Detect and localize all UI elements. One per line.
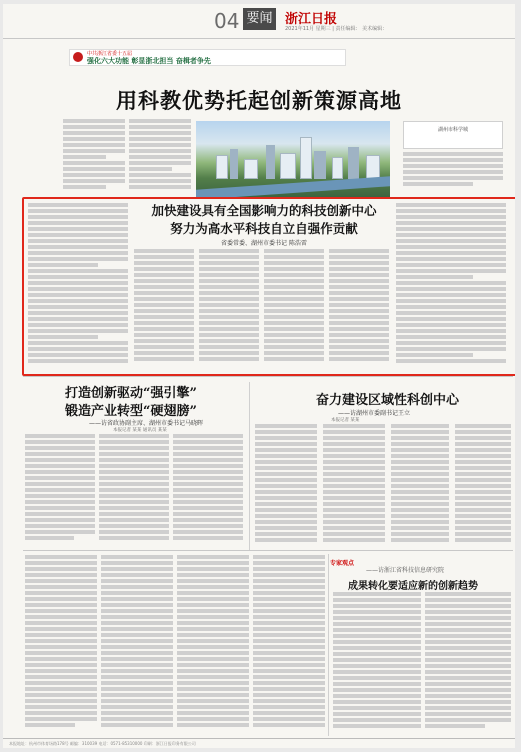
banner-line2: 强化六大功能 彰显浙北担当 奋楫者争先 (87, 57, 211, 65)
feature-byline: 省委常委、湖州市委书记 陈浩雷 (221, 240, 307, 247)
left-article-title1: 打造创新驱动“强引擎” (65, 386, 197, 401)
intro-column-1 (63, 119, 125, 191)
right-article-col1 (255, 424, 317, 546)
intro-column-2 (129, 119, 191, 191)
expert-flag: 专家观点 (330, 560, 355, 567)
feature-body-col4 (264, 249, 324, 367)
left-article-col2 (99, 434, 169, 546)
photo-tag: 湖州市科学城 (403, 121, 503, 149)
campaign-banner (69, 49, 346, 66)
right-article-col3 (391, 424, 449, 546)
party-emblem-icon (73, 52, 83, 62)
expert-col2 (425, 592, 511, 735)
left-article-col3 (173, 434, 243, 546)
left-article-credit: 本报记者 某某 通讯员 某某 (113, 428, 167, 433)
feature-title: 加快建设具有全国影响力的科技创新中心 (151, 203, 377, 218)
right-article-col4 (455, 424, 511, 546)
bottom-col1 (25, 555, 97, 735)
section-label: 要闻 (243, 8, 276, 30)
right-article-byline: ——访湖州市委副书记王立 (338, 410, 411, 417)
right-article-title: 奋力建设区域性科创中心 (316, 393, 460, 408)
page-header (3, 4, 515, 39)
city-photo (196, 121, 390, 197)
left-article-byline: ——访省政协副主席、湖州市委书记马晓晖 (89, 420, 204, 427)
intro-column-3 (403, 152, 503, 194)
feature-subtitle: 努力为高水平科技自立自强作贡献 (170, 221, 358, 236)
paper-name: 浙江日报 (285, 12, 338, 27)
right-article-col2 (323, 424, 385, 546)
bottom-col2 (101, 555, 173, 735)
right-article-credit: 本报记者 某某 (331, 418, 360, 423)
banner-line1: 中共浙江省委十五届 (87, 51, 133, 57)
bottom-col3 (177, 555, 249, 735)
expert-opinion-header (330, 558, 513, 592)
left-article-col1 (25, 434, 95, 546)
expert-kicker: ——访浙江省科技信息研究院 (366, 567, 445, 574)
expert-title: 成果转化要适应新的创新趋势 (348, 581, 478, 592)
page-footer (3, 738, 515, 748)
feature-body-right (396, 203, 506, 368)
main-headline: 用科教优势托起创新策源高地 (116, 89, 402, 113)
expert-col1 (333, 592, 421, 735)
left-article-title2: 锻造产业转型“硬翅膀” (65, 404, 197, 419)
newspaper-page (3, 4, 515, 748)
header-meta: 2021年11月 星期三 | 责任编辑： 美术编辑： (285, 26, 388, 32)
feature-body-col2 (134, 249, 194, 367)
feature-body-col3 (199, 249, 259, 367)
footer-text: 本报地址：杭州市体育场路178号 邮编：310039 电话：0571-85310000 印刷：浙江日报印务有限公司 (9, 741, 196, 746)
page-number: 04 (214, 9, 240, 33)
feature-body-col5 (329, 249, 389, 367)
feature-body-left (28, 203, 128, 368)
bottom-col4 (253, 555, 325, 735)
